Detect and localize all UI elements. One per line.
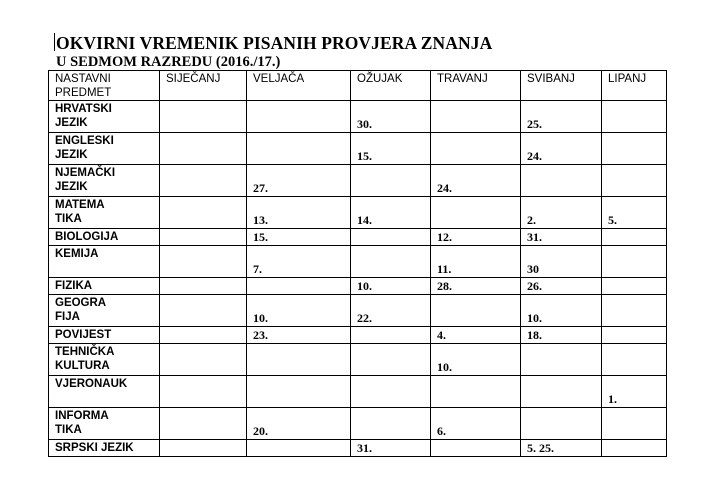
date-cell-february: 7. [247, 246, 351, 278]
date-cell-april [431, 440, 521, 457]
table-row [49, 344, 667, 376]
date-cell-february: 27. [247, 165, 351, 197]
subject-cell [49, 165, 160, 197]
date-cell-april [431, 295, 521, 327]
date-cell-january [160, 133, 247, 165]
date-cell-february: 13. [247, 197, 351, 229]
date-cell-april: 4. [431, 327, 521, 344]
date-cell-june [602, 278, 667, 295]
date-cell-june: 5. [602, 197, 667, 229]
date-cell-march: 22. [351, 295, 431, 327]
date-cell-march [351, 165, 431, 197]
date-cell-january [160, 165, 247, 197]
column-header-text: TRAVANJ [437, 73, 488, 85]
date-cell-february [247, 101, 351, 133]
table-row [49, 408, 667, 440]
column-header-march [351, 71, 431, 101]
subject-name: TIKA [55, 213, 82, 225]
column-header-january [160, 71, 247, 101]
date-cell-february: 10. [247, 295, 351, 327]
column-header-june [602, 71, 667, 101]
table-row [49, 278, 667, 295]
date-cell-march [351, 327, 431, 344]
subject-name: ENGLESKI [55, 135, 114, 147]
date-cell-may [521, 408, 602, 440]
date-cell-april: 11. [431, 246, 521, 278]
table-body [49, 101, 667, 457]
date-cell-april [431, 101, 521, 133]
date-cell-june [602, 440, 667, 457]
table-row [49, 101, 667, 133]
text-cursor [54, 33, 55, 51]
exam-schedule-table [48, 70, 667, 457]
date-cell-january [160, 101, 247, 133]
subject-cell [49, 278, 160, 295]
date-cell-february: 23. [247, 327, 351, 344]
column-header-text: OŽUJAK [357, 73, 403, 85]
date-cell-february [247, 376, 351, 408]
date-cell-february: 15. [247, 229, 351, 246]
date-cell-march [351, 376, 431, 408]
subject-name: TIKA [55, 424, 82, 436]
date-cell-june [602, 133, 667, 165]
column-header-text: PREDMET [55, 87, 112, 99]
date-cell-may [521, 165, 602, 197]
date-cell-may: 31. [521, 229, 602, 246]
table-row [49, 327, 667, 344]
subject-cell [49, 197, 160, 229]
table-row [49, 133, 667, 165]
table-header-row [49, 71, 667, 101]
date-cell-march [351, 229, 431, 246]
date-cell-april [431, 197, 521, 229]
date-cell-may: 26. [521, 278, 602, 295]
date-cell-may: 2. [521, 197, 602, 229]
date-cell-may: 5. 25. [521, 440, 602, 457]
date-cell-march [351, 344, 431, 376]
table-row [49, 165, 667, 197]
subject-name: GEOGRA [55, 297, 107, 309]
column-header-text: LIPANJ [608, 73, 647, 85]
subject-name: JEZIK [55, 149, 88, 161]
date-cell-april [431, 376, 521, 408]
subject-cell [49, 408, 160, 440]
subject-cell [49, 133, 160, 165]
subject-name: BIOLOGIJA [55, 231, 119, 243]
date-cell-april: 12. [431, 229, 521, 246]
date-cell-april: 6. [431, 408, 521, 440]
table-row [49, 295, 667, 327]
date-cell-march: 14. [351, 197, 431, 229]
date-cell-january [160, 246, 247, 278]
date-cell-june [602, 165, 667, 197]
date-cell-may: 10. [521, 295, 602, 327]
date-cell-march [351, 408, 431, 440]
date-cell-january [160, 295, 247, 327]
subject-name: HRVATSKI [55, 103, 112, 115]
date-cell-april: 10. [431, 344, 521, 376]
date-cell-june [602, 295, 667, 327]
subject-cell [49, 440, 160, 457]
table-row [49, 229, 667, 246]
date-cell-february [247, 344, 351, 376]
subject-cell [49, 344, 160, 376]
subject-name: INFORMA [55, 410, 109, 422]
document-title: OKVIRNI VREMENIK PISANIH PROVJERA ZNANJA [56, 33, 493, 53]
column-header-text: NASTAVNI [55, 73, 111, 85]
subject-cell [49, 229, 160, 246]
column-header-text: SIJEČANJ [166, 73, 221, 85]
column-header-may [521, 71, 602, 101]
date-cell-april [431, 133, 521, 165]
subject-name: FIJA [55, 311, 80, 323]
date-cell-may: 24. [521, 133, 602, 165]
column-header-february [247, 71, 351, 101]
table-row [49, 376, 667, 408]
subject-name: KEMIJA [55, 248, 99, 260]
column-header-text: SVIBANJ [527, 73, 575, 85]
subject-name: NJEMAČKI [55, 167, 116, 179]
date-cell-february [247, 133, 351, 165]
date-cell-february [247, 278, 351, 295]
column-header-april [431, 71, 521, 101]
date-cell-june: 1. [602, 376, 667, 408]
table-row [49, 246, 667, 278]
date-cell-march: 30. [351, 101, 431, 133]
subject-name: POVIJEST [55, 329, 112, 341]
subject-cell [49, 327, 160, 344]
subject-name: JEZIK [55, 181, 88, 193]
table-row [49, 197, 667, 229]
date-cell-march: 31. [351, 440, 431, 457]
date-cell-january [160, 229, 247, 246]
date-cell-june [602, 101, 667, 133]
subject-name: MATEMA [55, 199, 105, 211]
subject-name: KULTURA [55, 360, 110, 372]
subject-name: SRPSKI JEZIK [55, 442, 134, 454]
date-cell-february: 20. [247, 408, 351, 440]
subject-cell [49, 295, 160, 327]
date-cell-april: 28. [431, 278, 521, 295]
date-cell-may [521, 344, 602, 376]
document-subtitle: U SEDMOM RAZREDU (2016./17.) [56, 54, 281, 70]
date-cell-june [602, 229, 667, 246]
date-cell-june [602, 408, 667, 440]
date-cell-february [247, 440, 351, 457]
date-cell-march: 15. [351, 133, 431, 165]
date-cell-march [351, 246, 431, 278]
subject-cell [49, 376, 160, 408]
date-cell-june [602, 246, 667, 278]
date-cell-january [160, 278, 247, 295]
date-cell-january [160, 408, 247, 440]
date-cell-may: 30 [521, 246, 602, 278]
column-header-subject [49, 71, 160, 101]
subject-name: VJERONAUK [55, 378, 128, 390]
date-cell-may: 18. [521, 327, 602, 344]
table-row [49, 440, 667, 457]
column-header-text: VELJAČA [253, 73, 305, 85]
date-cell-june [602, 327, 667, 344]
date-cell-january [160, 327, 247, 344]
date-cell-january [160, 197, 247, 229]
date-cell-january [160, 344, 247, 376]
subject-cell [49, 101, 160, 133]
date-cell-january [160, 440, 247, 457]
date-cell-june [602, 344, 667, 376]
subject-name: FIZIKA [55, 280, 93, 292]
date-cell-march: 10. [351, 278, 431, 295]
subject-cell [49, 246, 160, 278]
subject-name: JEZIK [55, 117, 88, 129]
date-cell-may [521, 376, 602, 408]
date-cell-may: 25. [521, 101, 602, 133]
date-cell-january [160, 376, 247, 408]
subject-name: TEHNIČKA [55, 346, 115, 358]
date-cell-april: 24. [431, 165, 521, 197]
